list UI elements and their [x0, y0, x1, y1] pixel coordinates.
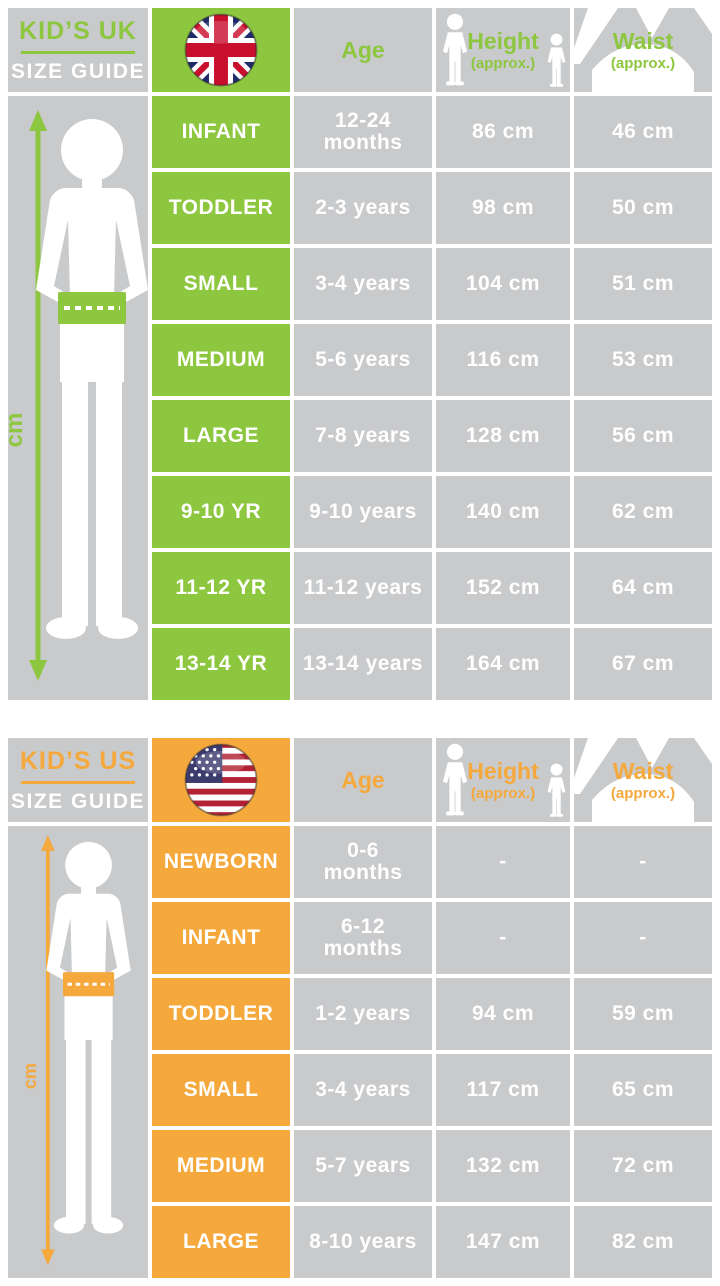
waist-value: 67 cm: [611, 652, 675, 676]
us-subtitle: SIZE GUIDE: [10, 789, 146, 813]
age-header-label: Age: [341, 36, 385, 63]
height-cell: [436, 324, 570, 396]
uk-flag-icon: [183, 12, 259, 88]
uk-height-header: [436, 8, 570, 92]
height-value: -: [499, 926, 507, 950]
age-value: 1-2 years: [315, 1001, 411, 1025]
us-height-header: [436, 738, 570, 822]
age-value-line2: months: [323, 861, 403, 884]
waist-value: 51 cm: [611, 272, 675, 296]
age-cell: [294, 628, 432, 700]
size-cell: [152, 96, 290, 168]
size-cell: [152, 476, 290, 548]
age-value: 12-24: [334, 108, 392, 132]
size-label: 13-14 YR: [174, 652, 268, 675]
size-label: INFANT: [181, 120, 261, 143]
height-value: 140 cm: [465, 500, 541, 524]
waist-cell: [574, 1130, 712, 1202]
height-value: -: [499, 850, 507, 874]
waist-value: 46 cm: [611, 120, 675, 144]
age-cell: [294, 1206, 432, 1278]
boy-silhouette-icon: [8, 96, 148, 700]
uk-size-guide-table: [8, 8, 712, 700]
us-waist-header: [574, 738, 712, 822]
waist-value: 64 cm: [611, 576, 675, 600]
waist-cell: [574, 628, 712, 700]
size-cell: [152, 628, 290, 700]
height-value: 147 cm: [465, 1230, 541, 1254]
age-value: 3-4 years: [315, 1077, 411, 1101]
waist-cell: [574, 902, 712, 974]
size-cell: [152, 400, 290, 472]
size-label: MEDIUM: [176, 1154, 266, 1177]
size-label: NEWBORN: [163, 850, 279, 873]
uk-waist-header: [574, 8, 712, 92]
waist-cell: [574, 978, 712, 1050]
waist-cell: [574, 476, 712, 548]
age-cell: [294, 1054, 432, 1126]
age-value: 2-3 years: [315, 195, 411, 219]
waist-cell: [574, 1206, 712, 1278]
height-value: 128 cm: [465, 424, 541, 448]
waist-header-note: (approx.): [610, 54, 676, 72]
age-cell: [294, 248, 432, 320]
height-value: 117 cm: [466, 1078, 540, 1102]
size-label: TODDLER: [168, 1002, 274, 1025]
waist-value: 65 cm: [611, 1078, 675, 1102]
size-label: TODDLER: [168, 196, 274, 219]
age-cell: [294, 96, 432, 168]
size-label: SMALL: [183, 1078, 259, 1101]
height-value: 104 cm: [465, 272, 541, 296]
age-header-label: Age: [341, 766, 385, 793]
size-cell: [152, 172, 290, 244]
age-value: 7-8 years: [315, 423, 411, 447]
waist-value: 50 cm: [611, 196, 675, 220]
age-value: 3-4 years: [315, 271, 411, 295]
height-cell: [436, 172, 570, 244]
short-person-icon: [546, 763, 567, 818]
age-value-line2: months: [323, 937, 403, 960]
age-cell: [294, 978, 432, 1050]
age-cell: [294, 172, 432, 244]
height-cell: [436, 902, 570, 974]
height-value: 116 cm: [466, 348, 540, 372]
age-value: 5-7 years: [315, 1153, 411, 1177]
age-value: 5-6 years: [315, 347, 411, 371]
height-value: 98 cm: [471, 196, 535, 220]
uk-title-cell: [8, 8, 148, 92]
height-cell: [436, 248, 570, 320]
height-value: 152 cm: [465, 576, 541, 600]
size-cell: [152, 826, 290, 898]
height-cell: [436, 978, 570, 1050]
height-value: 86 cm: [471, 120, 535, 144]
height-value: 164 cm: [465, 652, 541, 676]
size-cell: [152, 552, 290, 624]
title-divider: [21, 781, 135, 784]
height-header-note: (approx.): [470, 784, 536, 802]
waist-cell: [574, 400, 712, 472]
height-cell: [436, 476, 570, 548]
age-value: 13-14 years: [303, 651, 423, 675]
waist-cell: [574, 826, 712, 898]
size-label: SMALL: [183, 272, 259, 295]
height-cell: [436, 1130, 570, 1202]
uk-measure-sidebar: [8, 96, 148, 700]
age-value: 11-12 years: [303, 575, 423, 599]
age-cell: [294, 552, 432, 624]
height-cell: [436, 1054, 570, 1126]
size-cell: [152, 902, 290, 974]
age-value: 9-10 years: [309, 499, 417, 523]
size-label: LARGE: [183, 1230, 259, 1253]
waist-value: -: [639, 850, 647, 874]
waist-cell: [574, 324, 712, 396]
height-cell: [436, 96, 570, 168]
us-title: KID’S US: [19, 746, 137, 775]
waist-cell: [574, 552, 712, 624]
age-cell: [294, 1130, 432, 1202]
size-label: INFANT: [181, 926, 261, 949]
us-flag-icon: [183, 742, 259, 818]
age-value-line2: months: [323, 131, 403, 154]
height-cell: [436, 1206, 570, 1278]
age-cell: [294, 324, 432, 396]
height-value: 94 cm: [471, 1002, 535, 1026]
size-cell: [152, 1206, 290, 1278]
us-flag-cell: [152, 738, 290, 822]
tall-person-icon: [441, 13, 469, 87]
waist-value: -: [639, 926, 647, 950]
waist-cell: [574, 248, 712, 320]
uk-age-header: [294, 8, 432, 92]
tall-person-icon: [441, 743, 469, 817]
size-label: MEDIUM: [176, 348, 266, 371]
waist-header-note: (approx.): [610, 784, 676, 802]
age-cell: [294, 476, 432, 548]
size-cell: [152, 978, 290, 1050]
uk-flag-cell: [152, 8, 290, 92]
us-title-cell: [8, 738, 148, 822]
us-size-guide-table: [8, 738, 712, 1278]
waist-value: 82 cm: [611, 1230, 675, 1254]
height-header-label: Height: [467, 27, 539, 54]
age-cell: [294, 400, 432, 472]
size-cell: [152, 248, 290, 320]
size-cell: [152, 324, 290, 396]
waist-value: 62 cm: [611, 500, 675, 524]
waist-cell: [574, 1054, 712, 1126]
waist-value: 59 cm: [611, 1002, 675, 1026]
age-value: 6-12: [340, 914, 385, 938]
height-header-note: (approx.): [470, 54, 536, 72]
size-label: LARGE: [183, 424, 259, 447]
waist-header-label: Waist: [612, 757, 674, 784]
waist-cell: [574, 172, 712, 244]
waist-value: 56 cm: [611, 424, 675, 448]
uk-subtitle: SIZE GUIDE: [10, 59, 146, 83]
age-cell: [294, 902, 432, 974]
height-cell: [436, 826, 570, 898]
waist-cell: [574, 96, 712, 168]
uk-title: KID’S UK: [19, 16, 137, 45]
height-cell: [436, 628, 570, 700]
size-label: 9-10 YR: [180, 500, 262, 523]
waist-value: 53 cm: [611, 348, 675, 372]
age-cell: [294, 826, 432, 898]
size-cell: [152, 1054, 290, 1126]
short-person-icon: [546, 33, 567, 88]
height-value: 132 cm: [465, 1154, 541, 1178]
size-label: 11-12 YR: [175, 576, 267, 599]
height-cell: [436, 552, 570, 624]
boy-silhouette-icon: [8, 826, 148, 1278]
age-value: 0-6: [347, 838, 379, 862]
age-value: 8-10 years: [309, 1229, 417, 1253]
us-measure-sidebar: [8, 826, 148, 1278]
waist-value: 72 cm: [611, 1154, 675, 1178]
height-cell: [436, 400, 570, 472]
waist-header-label: Waist: [612, 27, 674, 54]
height-header-label: Height: [467, 757, 539, 784]
size-cell: [152, 1130, 290, 1202]
title-divider: [21, 51, 135, 54]
us-age-header: [294, 738, 432, 822]
